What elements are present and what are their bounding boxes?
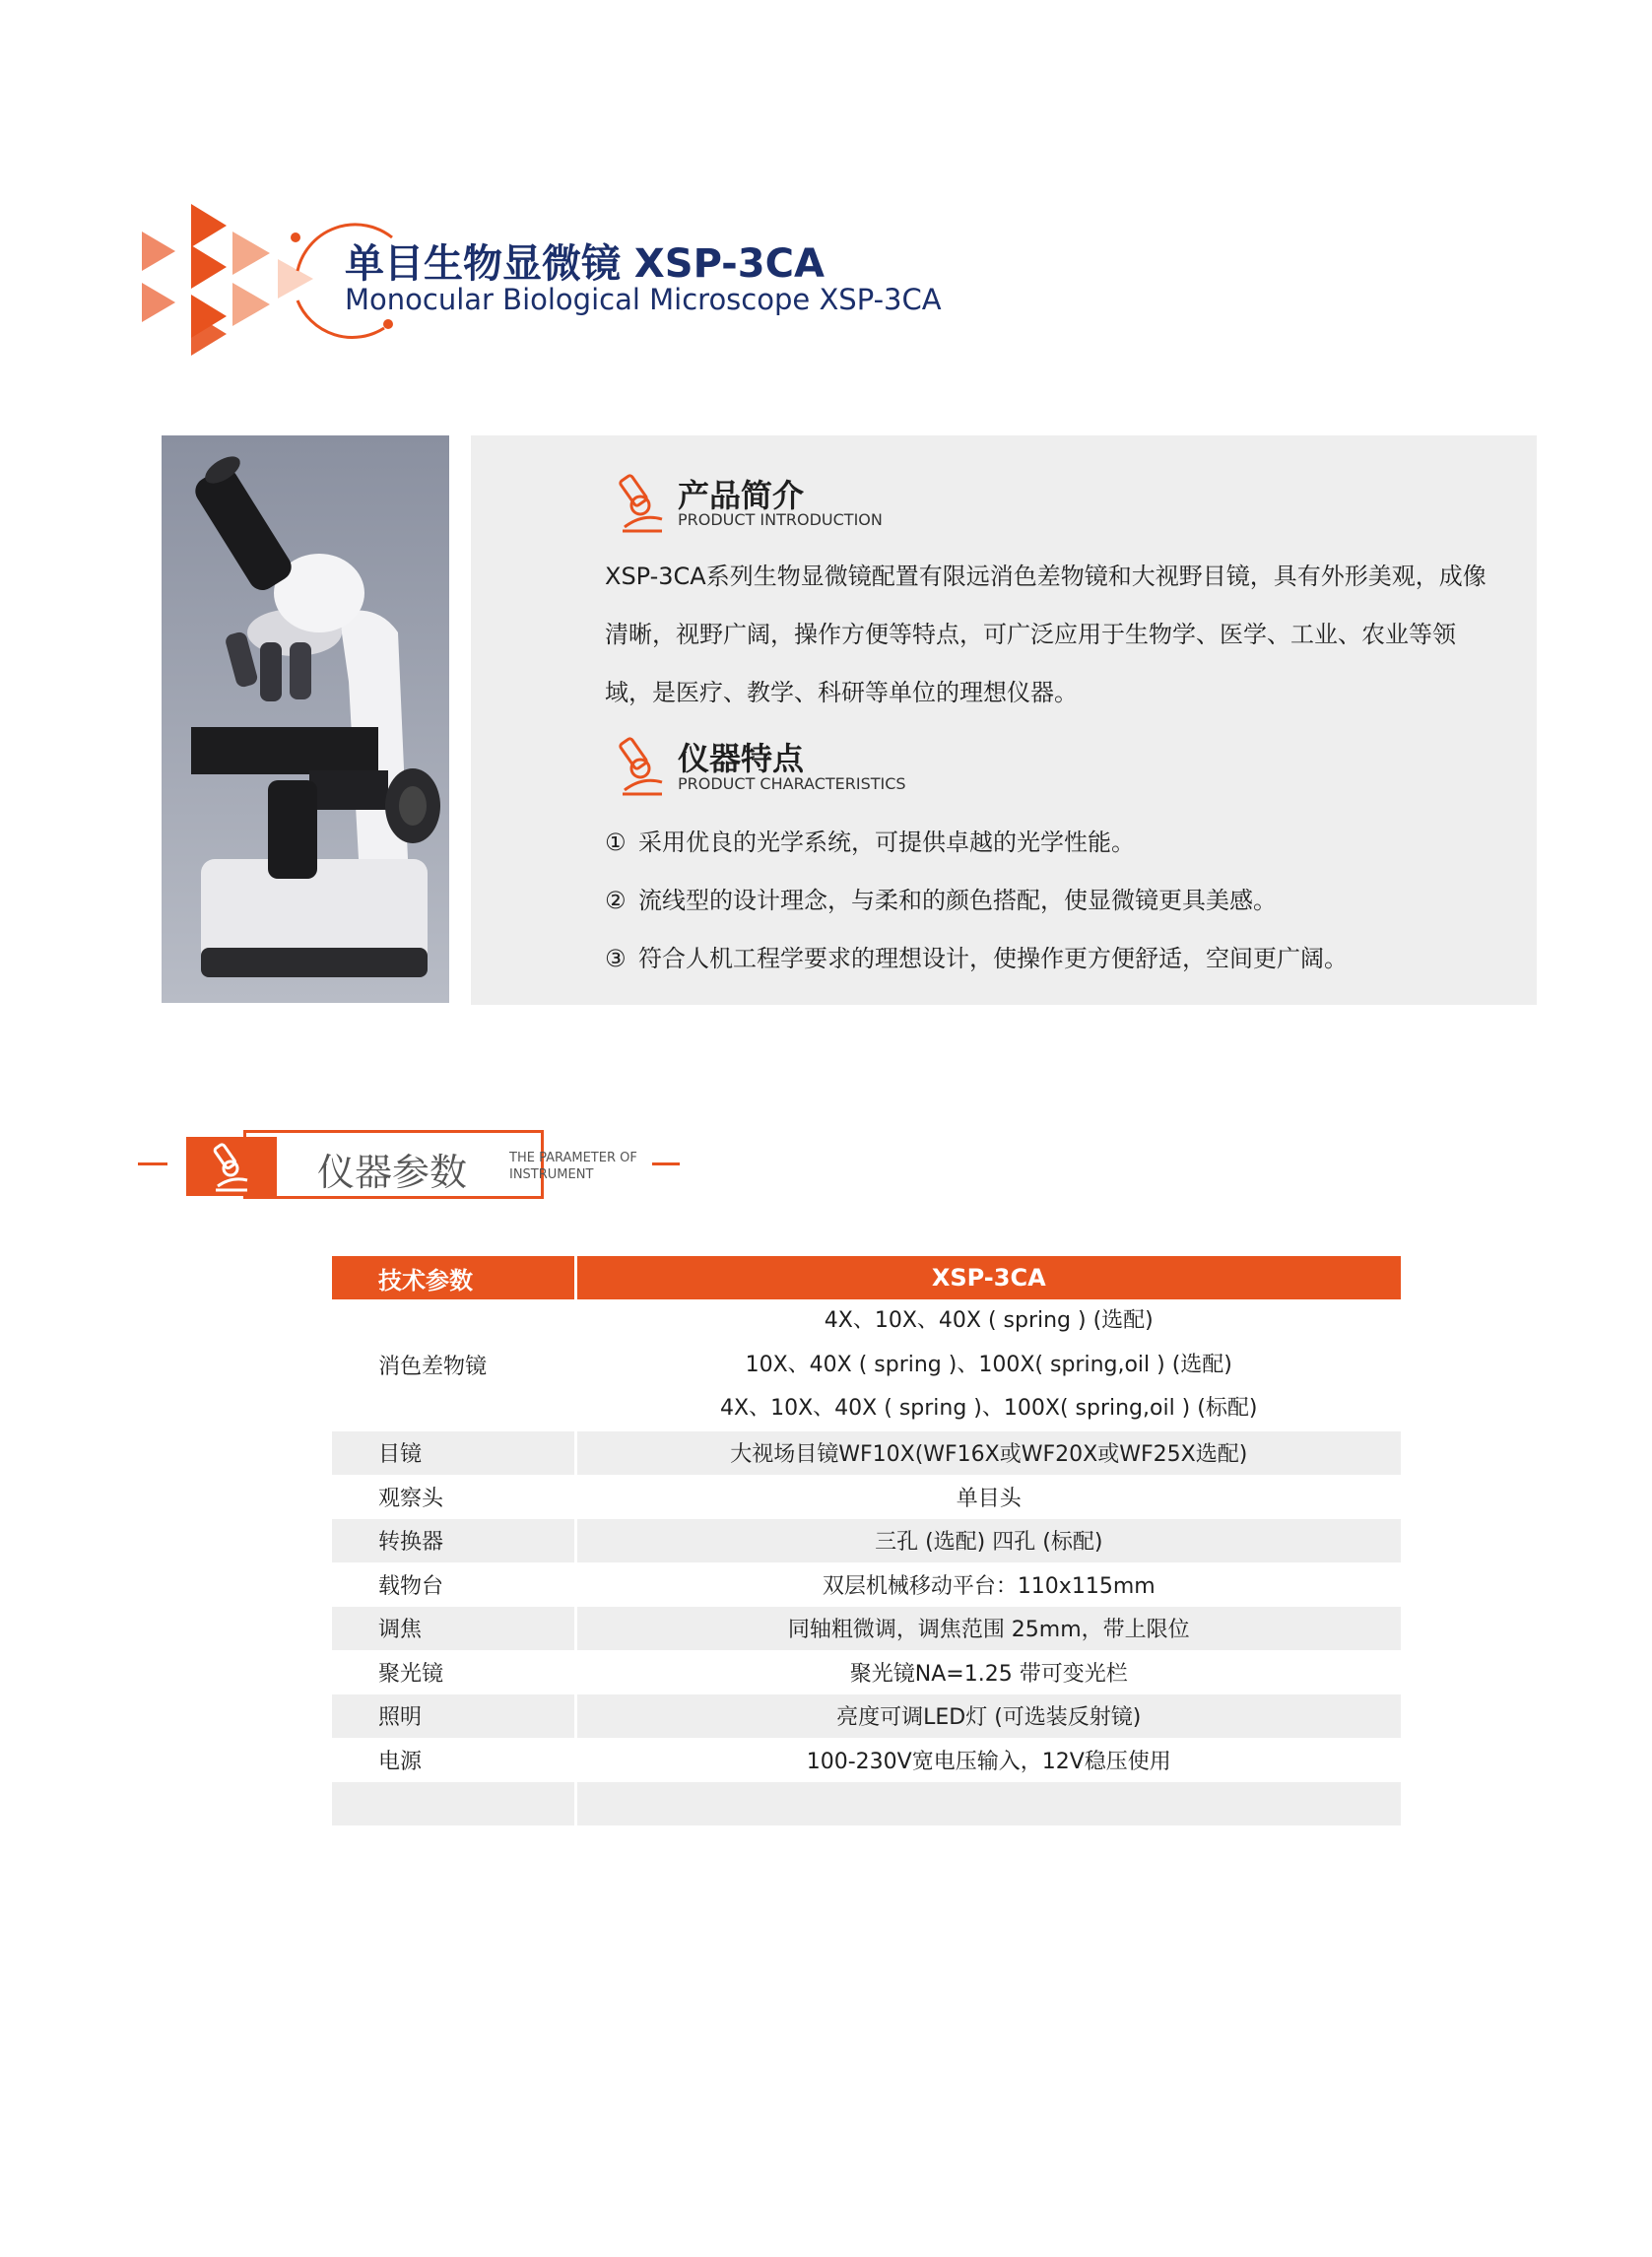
intro-heading-en: PRODUCT INTRODUCTION [678, 510, 883, 529]
table-row [332, 1519, 1401, 1563]
feature-text: 流线型的设计理念，与柔和的颜色搭配，使显微镜更具美感。 [638, 887, 1277, 914]
param-value-line: 10X、40X ( spring )、100X( spring,oil ) (选配) [745, 1352, 1232, 1377]
table-row [332, 1607, 1401, 1651]
table-header [332, 1256, 1401, 1299]
table-row [332, 1738, 1401, 1782]
param-name: 载物台 [378, 1573, 444, 1599]
divider [138, 1162, 167, 1165]
microscope-photo [162, 435, 449, 1003]
params-header-icon-box [186, 1137, 277, 1196]
intro-heading: 产品简介 [678, 477, 805, 514]
features-heading-en: PRODUCT CHARACTERISTICS [678, 774, 906, 793]
param-value [575, 1782, 1401, 1826]
param-name: 转换器 [332, 1519, 575, 1563]
feature-text: 采用优良的光学系统，可提供卓越的光学性能。 [638, 829, 1135, 856]
table-row [332, 1782, 1401, 1826]
feature-item [605, 939, 1348, 973]
feature-item [605, 881, 1277, 915]
params-heading-en: THE PARAMETER OF INSTRUMENT [509, 1151, 637, 1182]
param-value: 亮度可调LED灯 (可选装反射镜) [575, 1694, 1401, 1739]
table-row [332, 1650, 1401, 1694]
param-value [575, 1299, 1401, 1431]
param-value: 双层机械移动平台：110x115mm [575, 1562, 1401, 1607]
param-value-line: 4X、10X、40X ( spring ) (选配) [824, 1308, 1154, 1333]
feature-text: 符合人机工程学要求的理想设计，使操作更方便舒适，空间更广阔。 [638, 945, 1348, 972]
param-value: 三孔 (选配) 四孔 (标配) [575, 1519, 1401, 1563]
table-row [332, 1562, 1401, 1607]
parameters-table [332, 1256, 1401, 1826]
params-heading: 仪器参数 [317, 1151, 468, 1194]
feature-number: ③ [605, 945, 627, 972]
param-name: 观察头 [378, 1486, 444, 1511]
param-value: 100-230V宽电压输入，12V稳压使用 [575, 1738, 1401, 1782]
microscope-icon [186, 1137, 277, 1196]
table-row [332, 1431, 1401, 1476]
param-name: 照明 [332, 1694, 575, 1739]
param-value: 单目头 [575, 1475, 1401, 1519]
divider [652, 1162, 680, 1165]
page-subtitle: Monocular Biological Microscope XSP-3CA [345, 283, 942, 316]
param-name: 调焦 [332, 1607, 575, 1651]
param-value-line: 4X、10X、40X ( spring )、100X( spring,oil ) (标配) [720, 1396, 1258, 1421]
param-name: 聚光镜 [378, 1661, 444, 1687]
table-row [332, 1694, 1401, 1739]
page-title: 单目生物显微镜 XSP-3CA [345, 241, 825, 287]
column-header: XSP-3CA [575, 1256, 1401, 1299]
param-value: 同轴粗微调，调焦范围 25mm，带上限位 [575, 1607, 1401, 1651]
param-name [332, 1782, 575, 1826]
table-row [332, 1299, 1401, 1431]
feature-number: ② [605, 887, 627, 914]
param-name: 电源 [378, 1749, 423, 1774]
param-name: 消色差物镜 [378, 1355, 488, 1380]
feature-item [605, 823, 1135, 857]
column-header: 技术参数 [332, 1256, 575, 1299]
param-name: 目镜 [332, 1431, 575, 1476]
table-row [332, 1475, 1401, 1519]
param-value: 大视场目镜WF10X(WF16X或WF20X或WF25X选配) [575, 1431, 1401, 1476]
microscope-icon [617, 733, 668, 798]
param-value: 聚光镜NA=1.25 带可变光栏 [575, 1650, 1401, 1694]
microscope-icon [617, 470, 668, 535]
feature-number: ① [605, 829, 627, 856]
features-heading: 仪器特点 [678, 740, 805, 777]
intro-paragraph: XSP-3CA系列生物显微镜配置有限远消色差物镜和大视野目镜，具有外形美观，成像清晰，视野广阔，操作方便等特点，可广泛应用于生物学、医学、工业、农业等领域，是医疗、教学、科研等单位的理想仪器。 [605, 563, 1487, 706]
